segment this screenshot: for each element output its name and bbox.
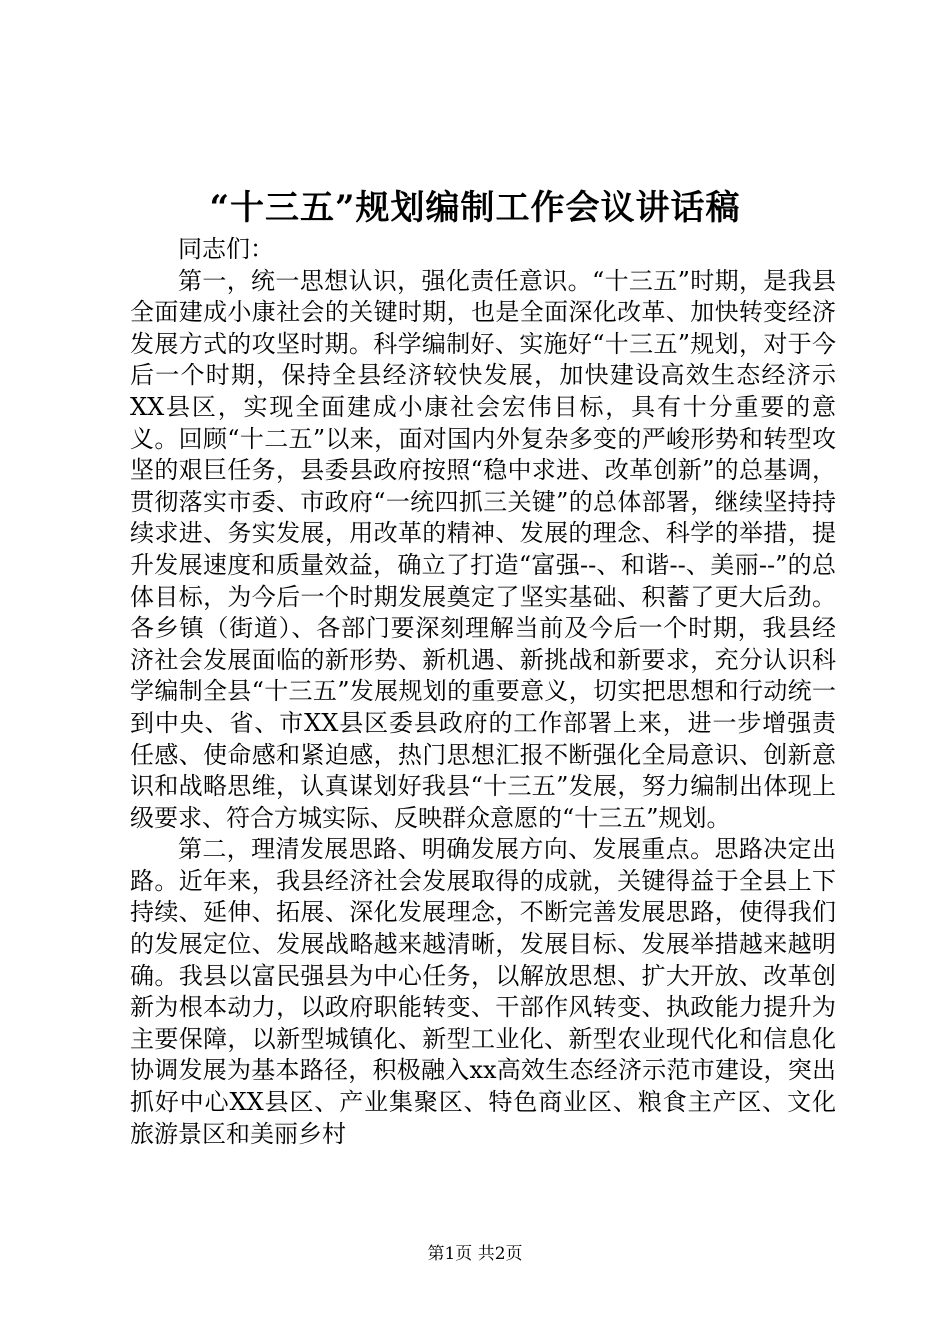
document-title: “十三五”规划编制工作会议讲话稿 [209,188,741,228]
page-number: 第1页 共2页 [427,1244,523,1264]
paragraph-2: 第二，理清发展思路、明确发展方向、发展重点。思路决定出路。近年来，我县经济社会发展取得的成就，关键得益于全县上下持续、延伸、拓展、深化发展理念，不断完善发展思路，使得我们的发展定位、发展战略越来越清晰，发展目标、发展举措越来越明确。我县以富民强县为中心任务，以解放思想、扩大开放、改革创新为根本动力，以政府职能转变、干部作风转变、执政能力提升为主要保障，以新型城镇化、新型工业化、新型农业现代化和信息化协调发展为基本路径，积极融入xx高效生态经济示范市建设，突出抓好中心XX县区、产业集聚区、特色商业区、粮食主产区、文化旅游景区和美丽乡村 [130,835,836,1148]
document-body [130,234,836,1150]
paragraph-1: 第一，统一思想认识，强化责任意识。“十三五”时期，是我县全面建成小康社会的关键时期，也是全面深化改革、加快转变经济发展方式的攻坚时期。科学编制好、实施好“十三五”规划，对于今后一个时期，保持全县经济较快发展，加快建设高效生态经济示XX县区，实现全面建成小康社会宏伟目标，具有十分重要的意义。回顾“十二五”以来，面对国内外复杂多变的严峻形势和转型攻坚的艰巨任务，县委县政府按照“稳中求进、改革创新”的总基调，贯彻落实市委、市政府“一统四抓三关键”的总体部署，继续坚持持续求进、务实发展，用改革的精神、发展的理念、科学的举措，提升发展速度和质量效益，确立了打造“富强--、和谐--、美丽--”的总体目标，为今后一个时期发展奠定了坚实基础、积蓄了更大后劲。各乡镇（街道）、各部门要深刻理解当前及今后一个时期，我县经济社会发展面临的新形势、新机遇、新挑战和新要求，充分认识科学编制全县“十三五”发展规划的重要意义，切实把思想和行动统一到中央、省、市XX县区委县政府的工作部署上来，进一步增强责任感、使命感和紧迫感，热门思想汇报不断强化全局意识、创新意识和战略思维，认真谋划好我县“十三五”发展，努力编制出体现上级要求、符合方城实际、反映群众意愿的“十三五”规划。 [130,266,836,832]
salutation: 同志们： [178,235,274,263]
